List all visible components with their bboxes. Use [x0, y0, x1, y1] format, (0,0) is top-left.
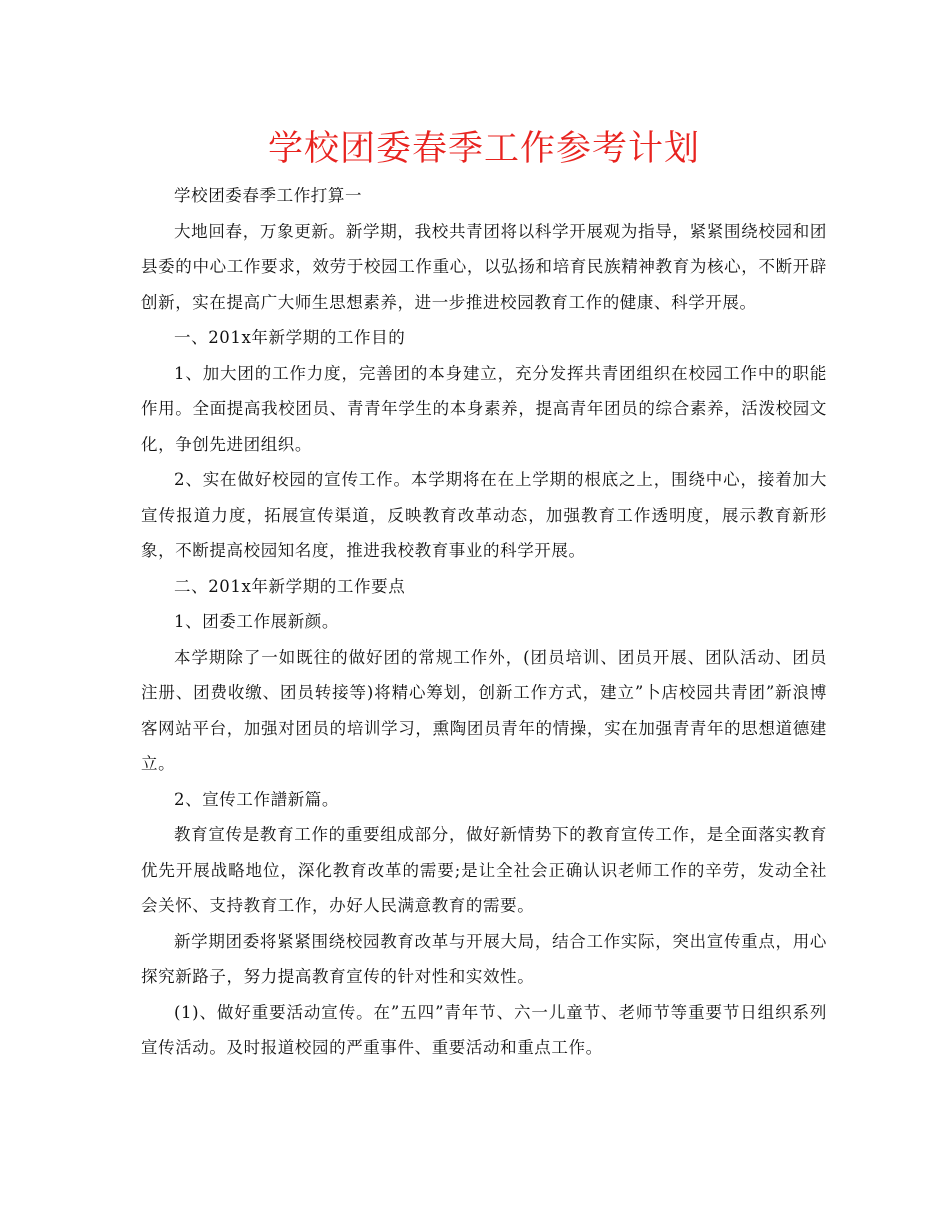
document-page — [141, 126, 827, 1066]
subheading-publicity: 2、宣传工作譜新篇。 — [174, 789, 339, 809]
paragraph-league-work: 本学期除了一如既往的做好团的常规工作外，(团员培训、团员开展、团队活动、团员注册、团费收缴、团员转接等)将精心筹划，创新工作方式，建立”卜店校园共青团”新浪博客网站平台，加强对团员的培训学习，熏陶团员青年的情操，实在加强青青年的思想道德建立。 — [141, 647, 827, 773]
paragraph-goal-1: 1、加大团的工作力度，完善团的本身建立，充分发挥共青团组织在校园工作中的职能作用。全面提高我校团员、青青年学生的本身素养，提高青年团员的综合素养，活泼校园文化，争创先进团组织。 — [141, 363, 827, 454]
section-heading-goals: 一、201x年新学期的工作目的 — [174, 328, 406, 347]
paragraph-subtitle: 学校团委春季工作打算一 — [174, 186, 363, 205]
paragraph-goal-2: 2、实在做好校园的宣传工作。本学期将在在上学期的根底之上，围绕中心，接着加大宣传报道力度，拓展宣传渠道，反映教育改革动态，加强教育工作透明度，展示教育新形象，不断提高校园知名度，推进我校教育事业的科学开展。 — [141, 470, 827, 560]
subheading-league-work: 1、团委工作展新颜。 — [174, 612, 339, 631]
paragraph-publicity-item-1: (1)、做好重要活动宣传。在”五四”青年节、六一儿童节、老师节等重要节日组织系列宣传活动。及时报道校园的严重事件、重要活动和重点工作。 — [141, 1002, 827, 1057]
paragraph-publicity-importance: 教育宣传是教育工作的重要组成部分，做好新情势下的教育宣传工作，是全面落实教育优先开展战略地位，深化教育改革的需要;是让全社会正确认识老师工作的辛劳，发动全社会关怀、支持教育工作，办好人民满意教育的需要。 — [141, 825, 827, 915]
document-title: 学校团委春季工作参考计划 — [267, 129, 700, 169]
paragraph-publicity-plan: 新学期团委将紧紧围绕校园教育改革与开展大局，结合工作实际，突出宣传重点，用心探究新路子，努力提高教育宣传的针对性和实效性。 — [141, 931, 827, 986]
section-heading-key-points: 二、201x年新学期的工作要点 — [174, 576, 406, 596]
paragraph-intro: 大地回春，万象更新。新学期，我校共青团将以科学开展观为指导，紧紧围绕校园和团县委的中心工作要求，效劳于校园工作重心，以弘扬和培育民族精神教育为核心，不断开辟创新，实在提高广大师生思想素养，进一步推进校园教育工作的健康、科学开展。 — [141, 221, 827, 312]
